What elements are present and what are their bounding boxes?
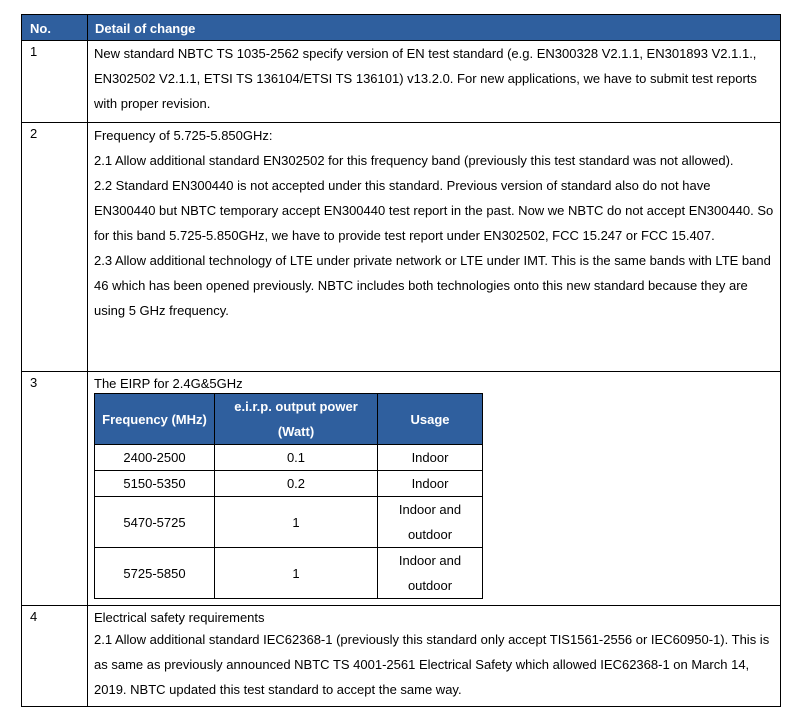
detail-paragraph: Frequency of 5.725-5.850GHz: (94, 128, 273, 143)
eirp-table (94, 393, 483, 599)
header-no: No. (22, 15, 88, 41)
eirp-usage: Indoor and outdoor (378, 548, 483, 599)
table-row (22, 606, 781, 707)
eirp-row (95, 471, 483, 497)
detail-paragraph: 2.3 Allow additional technology of LTE under private network or LTE under IMT. This is the same bands with LTE band 46 which has been opened previously. NBTC includes both technologies onto this new standard because they are using 5 GHz frequency. (94, 253, 771, 318)
eirp-row (95, 548, 483, 599)
eirp-frequency: 5150-5350 (95, 471, 215, 497)
eirp-usage: Indoor and outdoor (378, 497, 483, 548)
row-number: 2 (22, 123, 88, 372)
table-header-row (22, 15, 781, 41)
detail-paragraph: 2.1 Allow additional standard IEC62368-1 (previously this standard only accept TIS1561-2556 or IEC60950-1). This is as same as previously announced NBTC TS 4001-2561 Electrical Safety which allowed IEC62368-1 on March 14, 2019. NBTC updated this test standard to accept the same way. (94, 632, 770, 697)
eirp-usage: Indoor (378, 471, 483, 497)
row-number: 4 (22, 606, 88, 707)
eirp-header-usage: Usage (378, 394, 483, 445)
eirp-header-frequency: Frequency (MHz) (95, 394, 215, 445)
eirp-header-row (95, 394, 483, 445)
eirp-power: 0.2 (215, 471, 378, 497)
table-row (22, 372, 781, 606)
row-number: 1 (22, 41, 88, 123)
detail-paragraph: Electrical safety requirements (94, 610, 265, 625)
eirp-frequency: 5725-5850 (95, 548, 215, 599)
table-row (22, 41, 781, 123)
row-detail (88, 372, 781, 606)
detail-paragraph: 2.2 Standard EN300440 is not accepted under this standard. Previous version of standard also do not have EN300440 but NBTC temporary accept EN300440 test report in the past. Now we NBTC do not accept EN300440. So for this band 5.725-5.850GHz, we have to provide test report under EN302502, FCC 15.247 or FCC 15.407. (94, 178, 774, 243)
eirp-power: 0.1 (215, 445, 378, 471)
eirp-usage: Indoor (378, 445, 483, 471)
header-detail: Detail of change (88, 15, 781, 41)
row-detail (88, 606, 781, 707)
row-detail (88, 123, 781, 372)
detail-paragraph: 2.1 Allow additional standard EN302502 for this frequency band (previously this test standard was not allowed). (94, 153, 734, 168)
eirp-power: 1 (215, 497, 378, 548)
row-number: 3 (22, 372, 88, 606)
eirp-row (95, 497, 483, 548)
detail-paragraph: New standard NBTC TS 1035-2562 specify version of EN test standard (e.g. EN300328 V2.1.1, EN301893 V2.1.1., EN302502 V2.1.1, ETSI TS 136104/ETSI TS 136101) v13.2.0. For new applications, we have to submit test reports with proper revision. (94, 46, 757, 111)
table-row (22, 123, 781, 372)
eirp-header-power: e.i.r.p. output power (Watt) (215, 394, 378, 445)
eirp-frequency: 5470-5725 (95, 497, 215, 548)
eirp-row (95, 445, 483, 471)
eirp-power: 1 (215, 548, 378, 599)
eirp-title: The EIRP for 2.4G&5GHz (94, 376, 243, 391)
change-table (21, 14, 781, 707)
eirp-frequency: 2400-2500 (95, 445, 215, 471)
row-detail (88, 41, 781, 123)
